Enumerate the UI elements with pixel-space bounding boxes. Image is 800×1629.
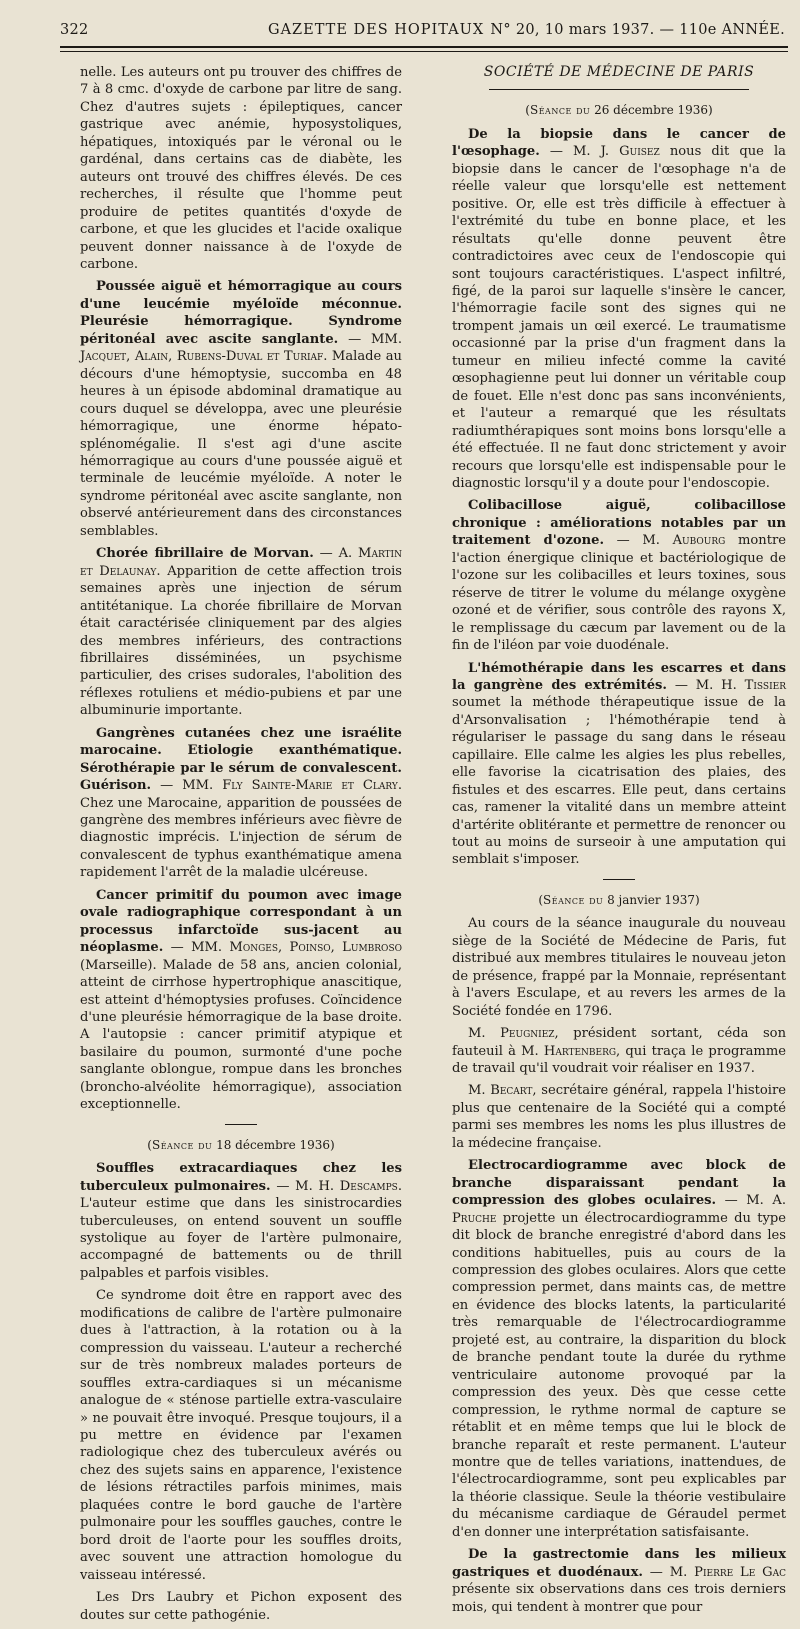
page-number: 322 (60, 22, 89, 38)
article-authors: Pruche (452, 1210, 497, 1226)
article-title: De la biopsie dans le cancer de l'œsophage. (452, 126, 786, 160)
article-gastrectomie: De la gastrectomie dans les milieux gastriques et duodénaux. — M. Pierre Le Gac présente six observations dans ces trois derniers mois, qui tendent à montrer que pour (452, 1547, 786, 1615)
article-cancer-poumon: Cancer primitif du poumon avec image ovale radiographique correspondant à un processus infarctoïde sus-jacent au néoplasme. — MM. Monges, Poinso, Lumbroso (Marseille). Malade de 58 ans, ancien colonial, atteint de cirrhose hypertrophique anascitique, est atteint d'hémoptysies profuses. Coïncidence d'une pleurésie hémorragique de la base droite. A l'autopsie : cancer primitif atypique et basilaire du poumon, surmonté d'une poche sanglante oblongue, rompue dans les bronches (broncho-alvéolite hémorragique), association exceptionnelle. (80, 887, 402, 1113)
article-title: Cancer primitif du poumon avec image ovale radiographique correspondant à un processus infarctoïde sus-jacent au néoplasme. (80, 887, 402, 956)
article-authors: Guisez (619, 144, 660, 160)
article-hemotherapie: L'hémothérapie dans les escarres et dans la gangrène des extrémités. — M. H. Tissier soumet la méthode thérapeutique issue de la d'Arsonvalisation ; l'hémothérapie tend à régulariser le passage du sang dans le réseau capillaire. Elle calme les algies les plus rebelles, elle favorise la cicatrisation des plaies, des fistules et des escarres. Elle peut, dans certains cas, ramener la vitalité dans un membre atteint d'artérite oblitérante et permettre de renoncer ou tout au moins de surseoir à une amputation qui semblait s'imposer. (452, 660, 786, 868)
heading-rule (489, 89, 749, 90)
article-choree: Chorée fibrillaire de Morvan. — A. Martin et Delaunay. Apparition de cette affection trois semaines après une injection de sérum antitétanique. La chorée fibrillaire de Morvan était caractérisée cliniquement par des algies des membres inférieurs, des contractions fibrillaires disséminées, un psychisme particulier, des crises sudorales, l'abolition des réflexes rotuliens et médio-pubiens et par une albuminurie importante. (80, 546, 402, 719)
article-authors: Aubourg (672, 533, 726, 549)
right-column (452, 64, 786, 1621)
article-title: Gangrènes cutanées chez une israélite marocaine. Etiologie exanthématique. Sérothérapie par le sérum de convalescent. Guérison. (80, 725, 402, 794)
header-rule-thin (60, 51, 788, 52)
article-leucemie: Poussée aiguë et hémorragique au cours d'une leucémie myéloïde méconnue. Pleurésie hémorragique. Syndrome péritonéal avec ascite sanglante. — MM. Jacquet, Alain, Rubens-Duval et Turiaf. Malade au décours d'une hémoptysie, succomba en 48 heures à un épisode abdominal dramatique au cours duquel se développa, avec une pleurésie hémorragique, une énorme hépato-splénomégalie. Il s'est agi d'une ascite hémorragique au cours d'une poussée aiguë et terminale de leucémie myéloïde. A noter le syndrome péritonéal avec ascite sanglante, non observé antérieurement dans des circonstances semblables. (80, 279, 402, 539)
article-colibacillose: Colibacillose aiguë, colibacillose chronique : améliorations notables par un traitement d'ozone. — M. Aubourg montre l'action énergique clinique et bactériologique de l'ozone sur les colibacilles et leurs toxines, sous réserve de titrer le volume du mélange oxygène ozoné et de vérifier, sous contrôle des rayons X, le remplissage du cæcum par lavement ou de la fin de l'iléon par voie duodénale. (452, 498, 786, 654)
article-title: L'hémothérapie dans les escarres et dans la gangrène des extrémités. (452, 660, 786, 693)
issue-info: N° 20, 10 mars 1937. — 110e ANNÉE. (490, 22, 785, 38)
paragraph-intro: nelle. Les auteurs ont pu trouver des chiffres de 7 à 8 cmc. d'oxyde de carbone par litre de sang. Chez d'autres sujets : épileptiques, cancer gastrique avec anémie, hyposystoliques, hépatiques, intoxiqués par le véronal ou le gardénal, dans certains cas de diabète, les auteurs ont trouvé des chiffres élevés. De ces recherches, il résulte que l'homme peut produire de petites quantités d'oxyde de carbone, et que les glucides et l'acide oxalique peuvent donner naissance à de l'oxyde de carbone. (80, 65, 402, 272)
seance-heading: (Séance du 26 décembre 1936) (525, 103, 713, 118)
article-authors: Descamps. (339, 1178, 402, 1194)
article-authors: Pierre Le Gac (694, 1564, 786, 1580)
journal-title: GAZETTE DES HOPITAUX (268, 22, 485, 38)
separator-rule (225, 1124, 257, 1125)
paragraph-jeton: Au cours de la séance inaugurale du nouveau siège de la Société de Médecine de Paris, fut distribué aux membres titulaires le nouveau jeton de présence, frappé par la Monnaie, représentant à l'avers Esculape, et au revers les armes de la Société fondée en 1796. (452, 916, 786, 1019)
paragraph-secretaire: M. Becart, secrétaire général, rappela l'histoire plus que centenaire de la Société qui a compté parmi ses membres les noms les plus illustres de la médecine française. (452, 1083, 786, 1151)
article-authors: Monges, Poinso, Lumbroso (229, 940, 402, 956)
society-heading: SOCIÉTÉ DE MÉDECINE DE PARIS (483, 64, 755, 80)
paragraph: Ce syndrome doit être en rapport avec des modifications de calibre de l'artère pulmonaire dues à l'attraction, à la rotation ou à la compression du vaisseau. L'auteur a recherché sur de très nombreux malades porteurs de souffles extra-cardiaques si un mécanisme analogue de « sténose partielle extra-vasculaire » ne pouvait être invoqué. Presque toujours, il a pu mettre en évidence par l'examen radiologique chez des tuberculeux avérés ou chez des sujets sains en apparence, l'existence de lésions rétractiles parfois minimes, mais plaquées contre le bord gauche de l'artère pulmonaire pour les souffles gauches, contre le bord droit de l'aorte pour les souffles droits, avec souvent une attraction homologue du vaisseau intéressé. (80, 1288, 402, 1583)
article-authors: Tissier (744, 677, 786, 693)
article-souffles: Souffles extracardiaques chez les tuberculeux pulmonaires. — M. H. Descamps. L'auteur estime que dans les sinistrocardies tuberculeuses, on entend souvent un souffle systolique au foyer de l'artère pulmonaire, accompagné de battements ou de thrill palpables et parfois visibles. (80, 1161, 402, 1281)
article-authors: Fly Sainte-Marie et Clary. (222, 778, 402, 794)
article-title: Colibacillose aiguë, colibacillose chronique : améliorations notables par un traitement d'ozone. (452, 498, 786, 549)
article-title: Souffles extracardiaques chez les tuberculeux pulmonaires. (80, 1161, 402, 1194)
separator-rule (603, 879, 635, 880)
article-authors: Jacquet, Alain, Rubens-Duval et Turiaf. (80, 349, 328, 365)
article-title: Electrocardiogramme avec block de branche disparaissant pendant la compression des globes oculaires. (452, 1158, 786, 1209)
paragraph: Les Drs Laubry et Pichon exposent des doutes sur cette pathogénie. (80, 1590, 402, 1623)
running-header (60, 20, 785, 42)
article-biopsie: De la biopsie dans le cancer de l'œsophage. — M. J. Guisez nous dit que la biopsie dans le cancer de l'œsophage n'a de réelle valeur que lorsqu'elle est nettement positive. Or, elle est très difficile à effectuer à l'extrémité du tube en bonne place, et les résultats qu'elle donne peuvent être contradictoires avec ceux de l'endoscopie qui sont toujours caractéristiques. L'aspect infiltré, figé, de la paroi sur laquelle s'insère le cancer, l'hémorragie facile sont des signes qui ne trompent jamais un œil exercé. Le traumatisme occasionné par la prise d'un fragment dans la tumeur en milieu infecté comme la cavité œsophagienne peut lui donner un véritable coup de fouet. Elle n'est donc pas sans inconvénients, et l'auteur a remarqué que les résultats radiumthérapiques sont moins bons lorsqu'elle a été effectuée. Il ne faut donc strictement y avoir recours que lorsqu'elle est indispensable pour le diagnostic lorsqu'il y a doute pour l'endoscopie. (452, 126, 786, 491)
article-title: De la gastrectomie dans les milieux gastriques et duodénaux. (452, 1547, 786, 1580)
article-title: Poussée aiguë et hémorragique au cours d'une leucémie myéloïde méconnue. Pleurésie hémorragique. Syndrome péritonéal avec ascite sanglante. (80, 279, 402, 347)
paragraph-president: M. Peugniez, président sortant, céda son fauteuil à M. Hartenberg, qui traça le programme de travail qu'il voudrait voir réaliser en 1937. (452, 1026, 787, 1077)
article-gangrenes: Gangrènes cutanées chez une israélite marocaine. Etiologie exanthématique. Sérothérapie par le sérum de convalescent. Guérison. — MM. Fly Sainte-Marie et Clary. Chez une Marocaine, apparition de poussées de gangrène des membres inférieurs avec fièvre de diagnostic imprécis. L'injection de sérum de convalescent de typhus exanthématique amena rapidement l'arrêt de la maladie ulcéreuse. (80, 725, 402, 881)
seance-heading: (Séance du 18 décembre 1936) (147, 1137, 335, 1152)
header-rule-thick (60, 46, 788, 48)
seance-heading: (Séance du 8 janvier 1937) (538, 892, 700, 907)
article-authors: Martin et Delaunay. (80, 546, 402, 579)
article-title: Chorée fibrillaire de Morvan. (96, 546, 314, 562)
article-electrocardiogramme: Electrocardiogramme avec block de branche disparaissant pendant la compression des globes oculaires. — M. A. Pruche projette un électrocardiogramme du type dit block de branche enregistré d'abord dans les conditions habituelles, puis au cours de la compression des globes oculaires. Alors que cette compression permet, dans maints cas, de mettre en évidence des blocks latents, la particularité très remarquable de l'électrocardiogramme projeté est, au contraire, la disparition du block de branche pendant toute la durée du rythme ventriculaire autonome provoqué par la compression des yeux. Dès que cesse cette compression, le rythme normal de capture se rétablit et en même temps que lui le block de branche reparaît et reste permanent. L'auteur montre que de telles variations, inattendues, de l'électrocardiogramme, sont peu explicables par la théorie classique. Seule la théorie vestibulaire du mécanisme cardiaque de Géraudel permet d'en donner une interprétation satisfaisante. (452, 1158, 786, 1540)
left-column (80, 64, 402, 1629)
